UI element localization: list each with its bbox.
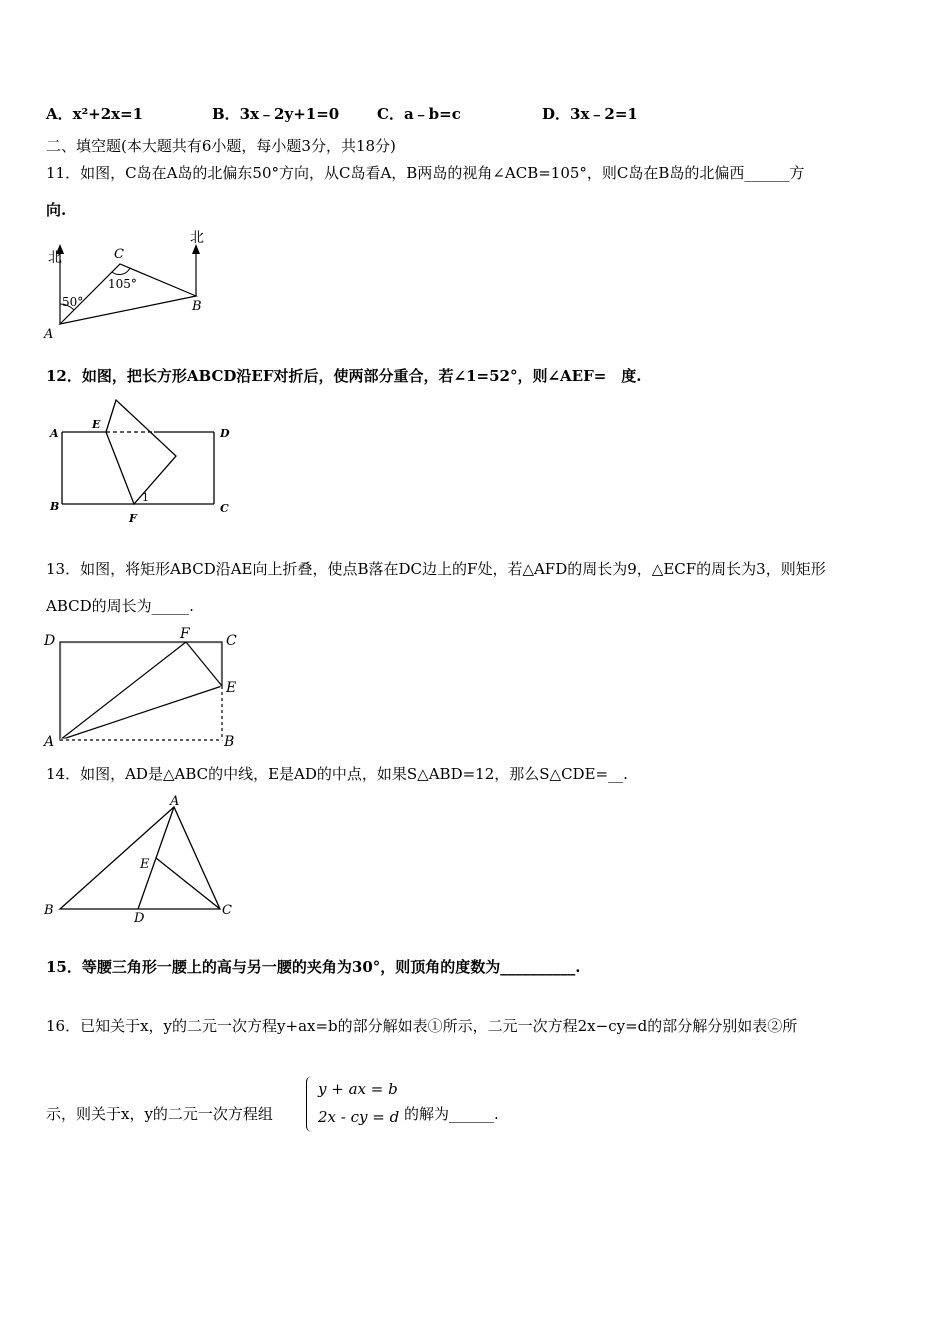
section-title: 二、填空题(本大题共有6小题，每小题3分，共18分) (46, 137, 396, 155)
option-a: A．x²+2x=1 (46, 105, 144, 123)
north-label-a: 北 (48, 250, 62, 266)
q13-point-a: A (44, 734, 55, 750)
q14-point-e: E (140, 857, 150, 872)
q13-text-line2: ABCD的周长为_____. (46, 597, 194, 615)
option-b: B．3x﹣2y+1=0 (212, 105, 340, 123)
equation-1: y + ax = b (318, 1080, 398, 1098)
angle-105-label: 105° (108, 277, 137, 291)
q13-point-b: B (224, 734, 235, 750)
system-brace (306, 1076, 315, 1132)
option-d: D．3x﹣2=1 (542, 105, 638, 123)
q15-text: 15．等腰三角形一腰上的高与另一腰的夹角为30°，则顶角的度数为__________. (46, 958, 581, 976)
q13-point-e: E (226, 680, 237, 696)
q14-text: 14．如图，AD是△ABC的中线，E是AD的中点，如果S△ABD=12，那么S△CDE=__. (46, 765, 628, 783)
q16-text-line2-post: 的解为______. (404, 1105, 499, 1123)
q11-text-line2: 向. (46, 201, 67, 219)
q13-point-d: D (44, 633, 56, 649)
q13-text-line1: 13．如图，将矩形ABCD沿AE向上折叠，使点B落在DC边上的F处，若△AFD的周长为9，△ECF的周长为3，则矩形 (46, 560, 826, 578)
q12-angle-1: 1 (142, 491, 149, 504)
point-c-label: C (114, 247, 124, 262)
q14-figure (40, 792, 240, 927)
q12-text: 12．如图，把长方形ABCD沿EF对折后，使两部分重合，若∠1=52°，则∠AEF= 度. (46, 367, 642, 385)
q16-text-line1: 16．已知关于x，y的二元一次方程y+ax=b的部分解如表①所示，二元一次方程2x−cy=d的部分解分别如表②所 (46, 1017, 798, 1035)
q13-figure (40, 624, 250, 750)
equation-system (306, 1076, 416, 1134)
q12-point-f: F (129, 512, 137, 525)
q14-point-c: C (222, 903, 232, 918)
option-c: C．a﹣b=c (377, 105, 461, 123)
q11-figure (40, 226, 220, 341)
q13-point-f: F (180, 626, 190, 642)
q14-point-a: A (170, 794, 180, 809)
north-label-b: 北 (190, 230, 204, 246)
q12-point-d: D (220, 427, 230, 440)
q12-point-c: C (220, 502, 229, 515)
q12-point-a: A (50, 427, 59, 440)
q12-figure (40, 394, 250, 529)
point-b-label: B (192, 299, 202, 314)
equation-2: 2x - cy = d (318, 1108, 400, 1126)
q13-point-c: C (226, 633, 237, 649)
point-a-label: A (44, 327, 54, 342)
q14-point-d: D (134, 911, 145, 926)
q14-point-b: B (44, 903, 54, 918)
q12-point-e: E (92, 418, 101, 431)
angle-50-label: 50° (62, 295, 84, 309)
q11-text-line1: 11．如图，C岛在A岛的北偏东50°方向，从C岛看A，B两岛的视角∠ACB=105°，则C岛在B岛的北偏西______方 (46, 164, 805, 182)
q16-text-line2-pre: 示，则关于x，y的二元一次方程组 (46, 1105, 273, 1123)
q12-point-b: B (50, 500, 60, 513)
